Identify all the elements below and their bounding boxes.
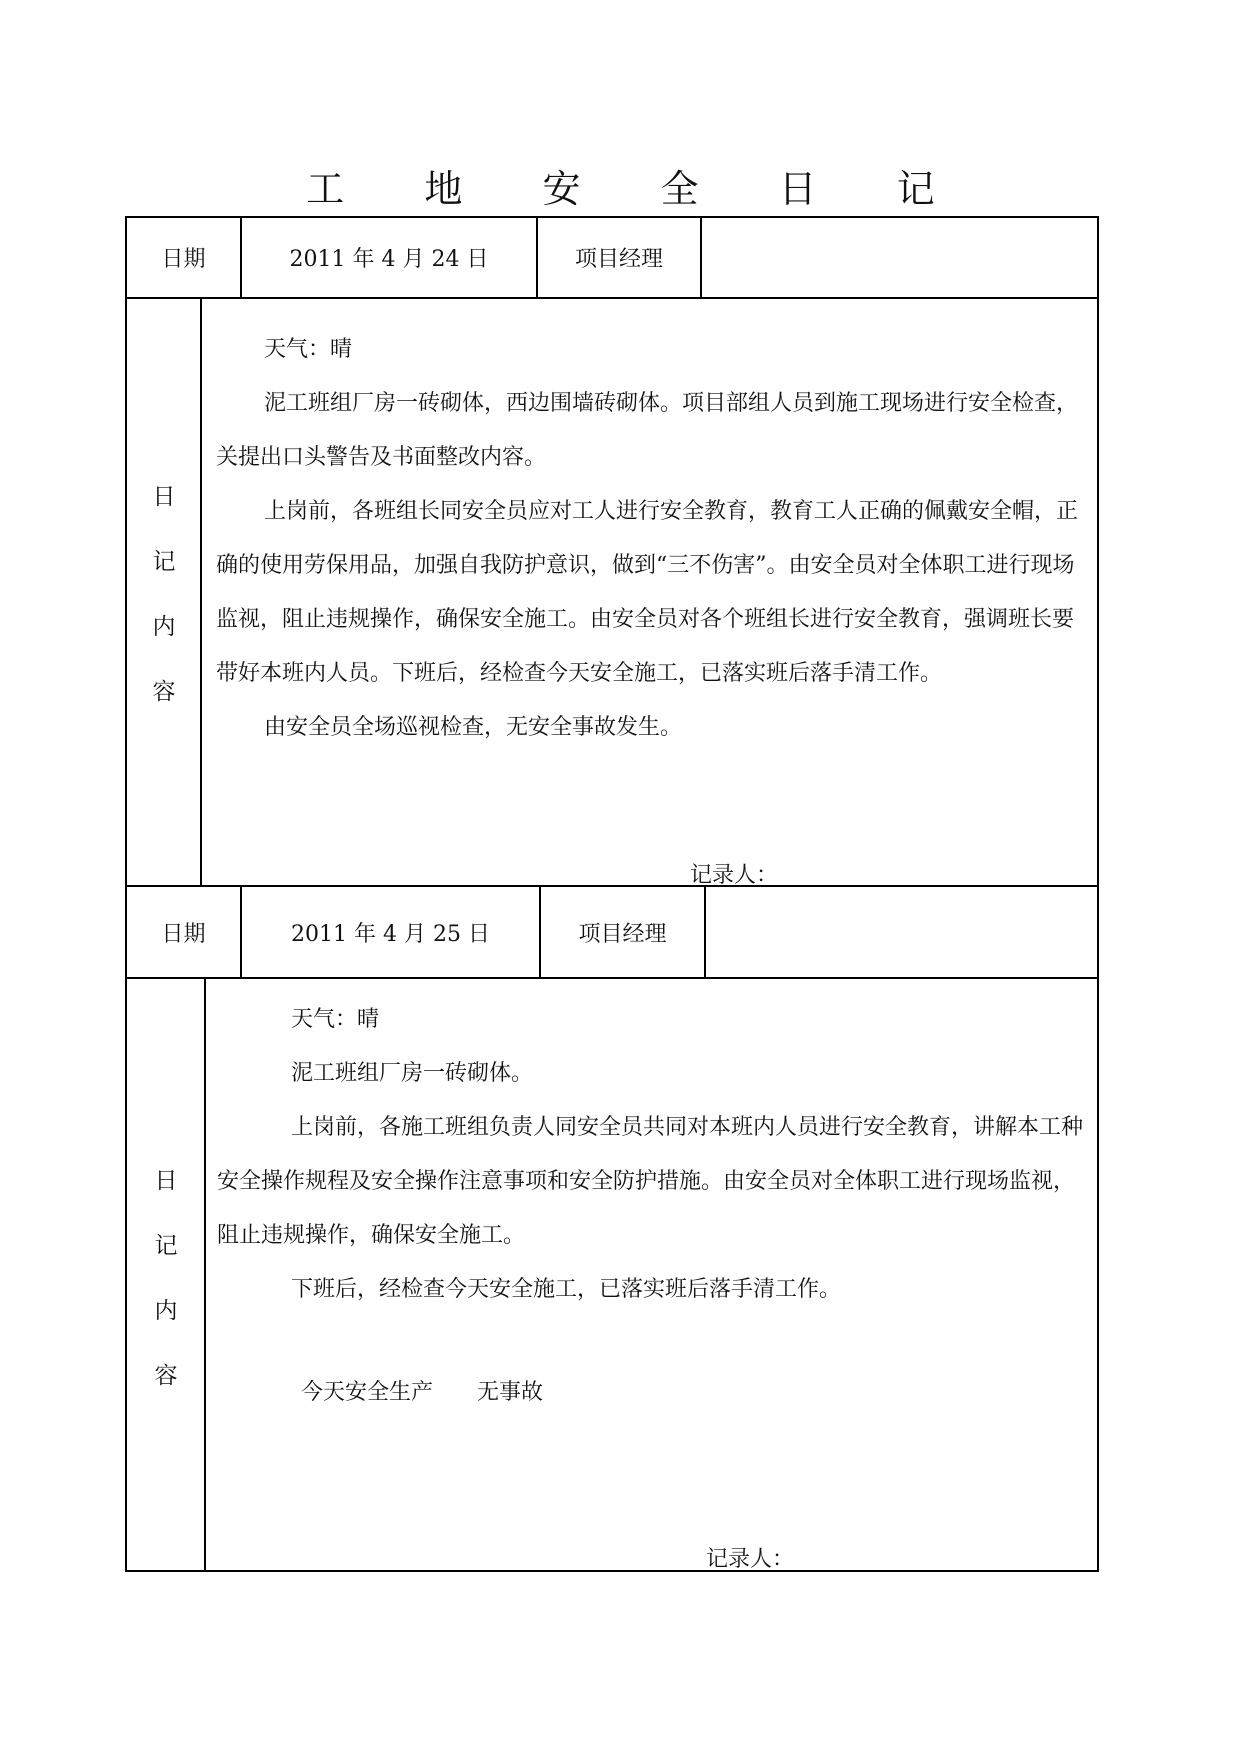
content-paragraph: 泥工班组厂房一砖砌体，西边围墙砖砌体。项目部组人员到施工现场进行安全检查，关提出口头警告及书面整改内容。	[216, 391, 1079, 470]
date-label: 日期	[161, 921, 206, 947]
content-paragraph: 上岗前，各施工班组负责人同安全员共同对本班内人员进行安全教育，讲解本工种安全操作规程及安全操作注意事项和安全防护措施。由安全员对全体职工进行现场监视，阻止违规操作，确保安全施工。	[217, 1115, 1084, 1248]
diary-content	[217, 993, 1092, 1317]
date-value: 2011 年 4 月 24 日	[289, 247, 489, 272]
weather-line: 天气：晴	[264, 337, 353, 362]
manager-value	[702, 218, 1097, 297]
diary-content	[216, 323, 1092, 755]
row-divider	[125, 297, 1099, 299]
content-paragraph: 由安全员全场巡视检查，无安全事故发生。	[264, 715, 683, 740]
recorder-label: 记录人：	[706, 1547, 795, 1572]
content-paragraph: 上岗前，各班组长同安全员应对工人进行安全教育，教育工人正确的佩戴安全帽，正确的使用劳保用品，加强自我防护意识，做到“三不伤害”。由安全员对全体职工进行现场监视，阻止违规操作，确保安全施工。由安全员对各个班组长进行安全教育，强调班长要带好本班内人员。下班后，经检查今天安全施工，已落实班后落手清工作。	[216, 499, 1079, 686]
date-label: 日期	[161, 247, 206, 272]
safety-summary: 今天安全生产 无事故	[301, 1380, 544, 1405]
manager-value	[706, 887, 1097, 977]
content-paragraph: 下班后，经检查今天安全施工，已落实班后落手清工作。	[291, 1277, 842, 1302]
date-value: 2011 年 4 月 25 日	[291, 921, 490, 947]
content-paragraph: 泥工班组厂房一砖砌体。	[291, 1061, 534, 1086]
row-divider	[125, 977, 1099, 979]
content-label: 日 记 内 容	[152, 484, 176, 705]
weather-line: 天气：晴	[291, 1007, 380, 1032]
recorder-label: 记录人：	[690, 863, 779, 888]
content-label: 日 记 内 容	[154, 1168, 178, 1389]
manager-label: 项目经理	[578, 921, 667, 947]
manager-label: 项目经理	[574, 247, 663, 272]
page-title: 工 地 安 全 日 记	[306, 167, 969, 211]
